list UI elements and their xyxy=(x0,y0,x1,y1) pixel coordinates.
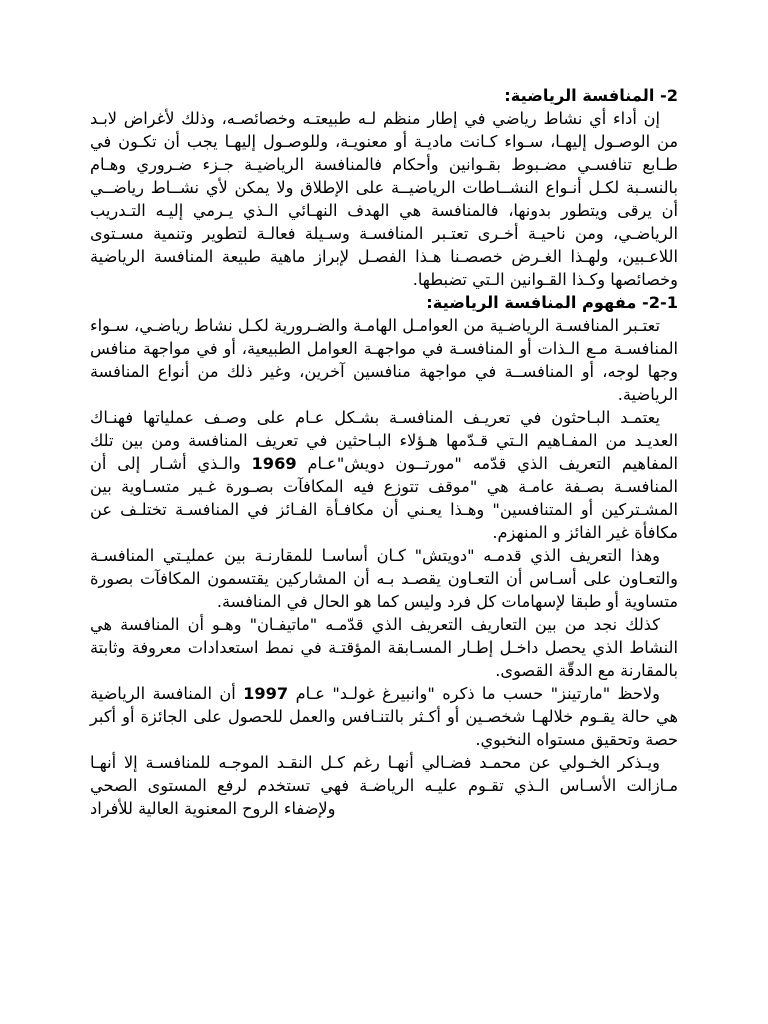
year-1969: 1969 xyxy=(251,454,297,473)
document-page xyxy=(90,84,678,820)
cooperation-paragraph: وهذا التعريف الذي قدمـه "دويتش" كـان أساسـا للمقارنـة بين عمليـتي المنافسـة والتعـاون على أسـاس أن التعـاون يقصـد بـه أن المشاركين يقتسمون المكافآت بصورة متساوية أو طبقا لإسهامات كل فرد وليس كما هو الحال في المنافسة. xyxy=(90,546,678,611)
paragraph-text: أن المنافسة الرياضية هي حالة يقـوم خلالهـا شخصـين أو أكـثر بالتنـافس والعمل للحصول على الجائزة أو أكبر حصة وتحقيق مستواه النخبوي. xyxy=(90,684,678,749)
definition-paragraph: تعتـبر المنافسـة الرياضـية من العوامـل الهامـة والضـرورية لكـل نشاط رياضـي، سـواء المنافسـة مـع الـذات أو المنافسـة في مواجهـة العوامل الطبيعية، أو في مواجهة منافس وجها لوجه، أو المنافســة في مواجهة منافسين آخرين، وغير ذلك من أنواع المنافسة الرياضية. xyxy=(90,316,678,404)
year-1997: 1997 xyxy=(243,684,289,703)
martens-paragraph xyxy=(90,682,678,751)
mativan-definition-paragraph: كذلك نجد من بين التعاريف التعريف الذي قدّمـه "ماتيفـان" وهـو أن المنافسة هي النشاط الذي يحصل داخـل إطـار المسـابقة المؤقتـة في نمط استعدادات معروفة وثابتة بالمقارنة مع الدقّة القصوى. xyxy=(90,615,678,680)
paragraph-text: والـذي أشـار إلى أن المنافسـة بصـفة عامـة هي "موقف تتوزع فيه المكافآت بصـورة غـير متسـاوية بين المشـتركين أو المتنافسين" وهـذا يعـني أن مكافـأة الفـائز في المنافسـة تختلـف عن مكافأة غير الفائز و المنهزم. xyxy=(90,454,678,542)
deutsch-definition-paragraph xyxy=(90,406,678,544)
khouli-paragraph: ويـذكر الخـولي عن محمـد فضـالي أنهـا رغم كـل النقـد الموجـه للمنافسـة إلا أنهـا مـازالت الأسـاس الـذي تقـوم عليـه الرياضـة فهي تستخدم لرفع المستوى الصحي ولإضفاء الروح المعنوية العالية للأفراد xyxy=(90,753,678,818)
paragraph-text: يعتمـد البـاحثون في تعريـف المنافسـة بشـكل عـام على وصـف عملياتها فهنـاك العديـد من المفـاهيم الـتي قـدّمها هـؤلاء البـاحثين في تعريف المنافسة ومن بين تلك المفاهيم التعريف الذي قدّمه "مورتــون دويش"عـام xyxy=(90,408,678,473)
intro-paragraph: إن أداء أي نشاط رياضي في إطار منظم لـه طبيعتـه وخصائصـه، وذلك لأغراض لابـد من الوصـول إليهـا، سـواء كـانت ماديـة أو معنويـة، وللوصـول إليهـا يجب أن تكـون في طـابع تنافسـي مضـبوط بقـوانين وأحكام فالمنافسة الرياضيـة جـزء ضـروري وهـام بالنسـبة لكـل أنـواع النشــاطات الرياضيــة على الإطلاق ولا يمكن لأي نشــاط رياضــي أن يرقى ويتطور بدونها، فالمنافسة هي الهدف النهـائي الـذي يـرمي إليـه التـدريب الرياضـي، ومن ناحيـة أخـرى تعتـبر المنافسـة وسـيلة فعالـة لتطوير وتنمية مسـتوى اللاعـبين، ولهـذا الغـرض خصصـنا هـذا الفصـل لإبراز ماهية طبيعة المنافسة الرياضية وخصائصها وكـذا القـوانين الـتي تضبطها. xyxy=(90,109,678,289)
subsection-heading: 2-1- مفهوم المنافسة الرياضية: xyxy=(426,293,678,312)
section-heading: 2- المنافسة الرياضية: xyxy=(504,86,678,105)
paragraph-text: ولاحظ "مارتينز" حسب ما ذكره "وانبيرغ غولـد" عـام xyxy=(288,684,660,703)
